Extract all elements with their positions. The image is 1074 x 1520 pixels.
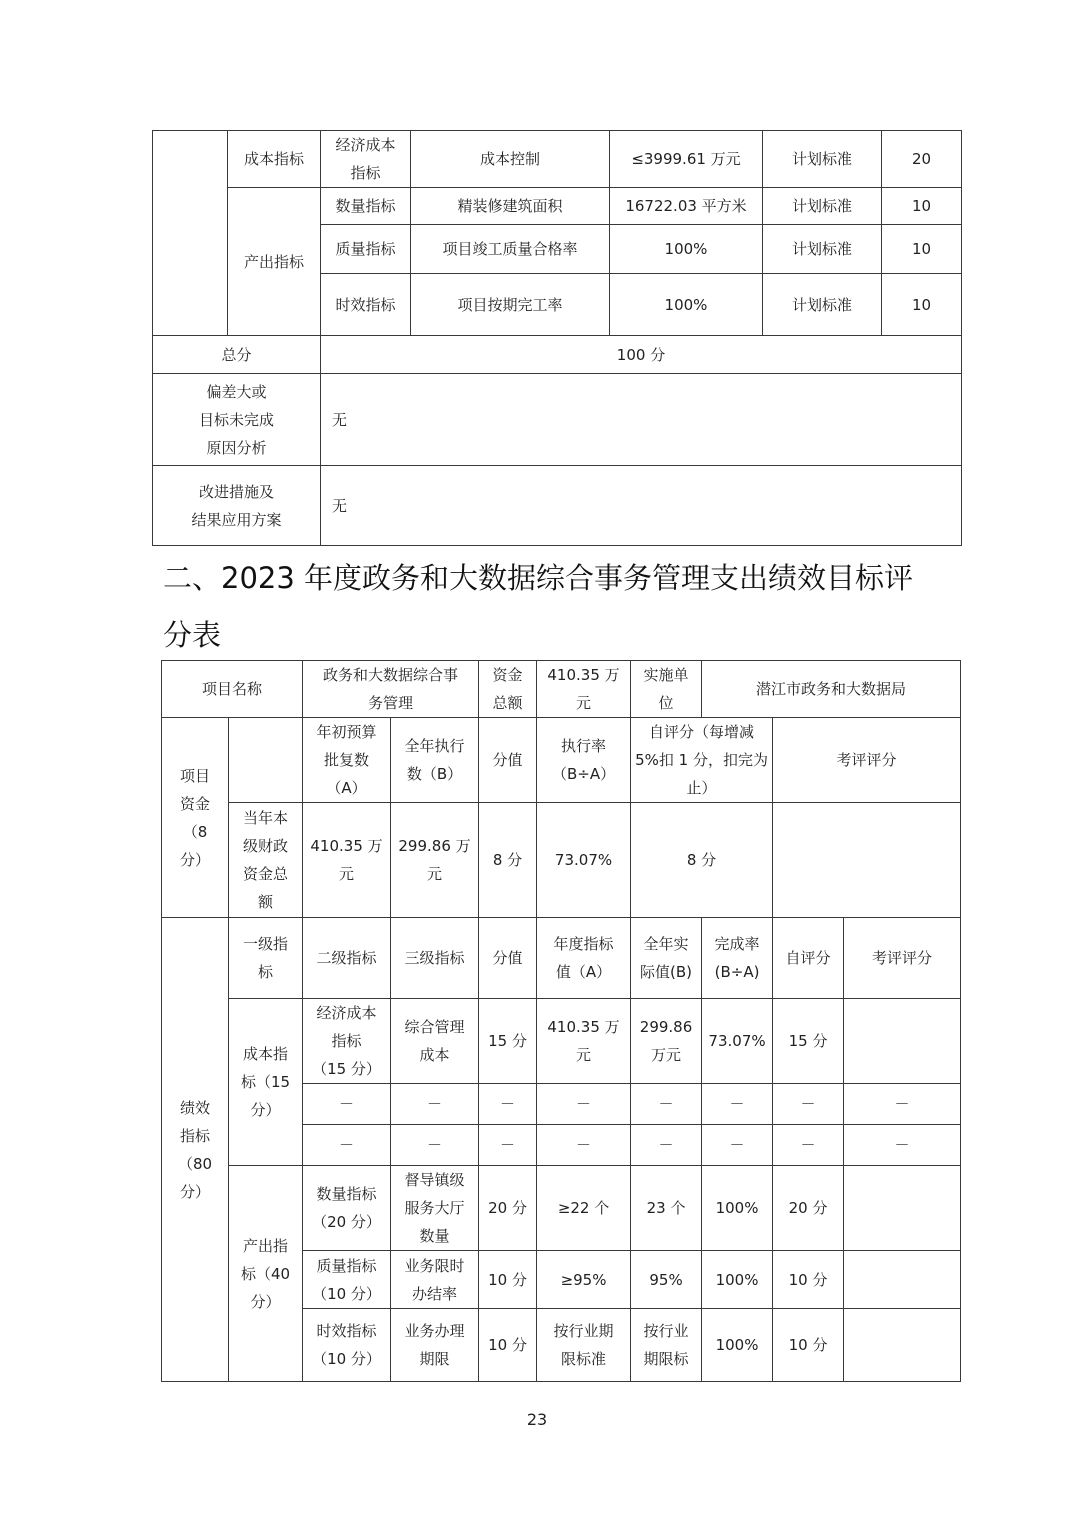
fund-row-label: 当年本 级财政 资金总 额 [229,803,303,918]
weight-cell: 10 [882,274,962,336]
improvement-row [153,466,962,546]
l2-cell: 时效指标 （10 分） [303,1309,391,1382]
fund-self-score: 8 分 [631,803,773,918]
review-cell [844,999,961,1084]
score-cell: 10 分 [479,1251,537,1309]
score-cell: 20 分 [479,1166,537,1251]
total-row [153,336,962,374]
table-row [153,131,962,188]
dash-cell: － [631,1084,702,1125]
header-rate: 执行率 （B÷A） [537,718,631,803]
actual-cell: 95% [631,1251,702,1309]
target-cell: ≥95% [537,1251,631,1309]
cost-l1-label: 成本指 标（15 分） [229,999,303,1166]
perf-section-label: 绩效 指标 （80 分） [162,918,229,1382]
total-label: 总分 [153,336,321,374]
l3-cell: 督导镇级 服务大厅 数量 [391,1166,479,1251]
dash-cell: － [773,1084,844,1125]
l3-cell: 时效指标 [321,274,411,336]
section-heading-cont: 分表 [163,618,222,652]
value-cell: ≤3999.61 万元 [610,131,763,188]
header-review: 考评评分 [844,918,961,999]
header-l2: 二级指标 [303,918,391,999]
dash-cell: － [391,1084,479,1125]
weight-cell: 10 [882,225,962,274]
value-cell: 16722.03 平方米 [610,188,763,225]
blank-cell [153,131,228,336]
fund-total: 410.35 万 元 [537,661,631,718]
standard-cell: 计划标准 [763,131,882,188]
unit-name: 潜江市政务和大数据局 [702,661,961,718]
rate-cell: 100% [702,1309,773,1382]
l2-cell: 经济成本 指标 （15 分） [303,999,391,1084]
rate-cell: 73.07% [702,999,773,1084]
header-score: 分值 [479,918,537,999]
header-executed: 全年执行 数（B） [391,718,479,803]
header-rate: 完成率 (B÷A) [702,918,773,999]
dash-cell: － [391,1125,479,1166]
header-target: 年度指标 值（A） [537,918,631,999]
value-cell: 100% [610,225,763,274]
table-row [153,188,962,225]
standard-cell: 计划标准 [763,225,882,274]
fund-score: 8 分 [479,803,537,918]
l3-cell: 数量指标 [321,188,411,225]
performance-table-continued [152,130,962,546]
fund-total-label: 资金 总额 [479,661,537,718]
section-heading: 二、2023 年度政务和大数据综合事务管理支出绩效目标评 [163,561,914,595]
fund-executed: 299.86 万 元 [391,803,479,918]
header-actual: 全年实 际值(B) [631,918,702,999]
target-cell: 410.35 万 元 [537,999,631,1084]
blank-cell [229,718,303,803]
review-cell [844,1166,961,1251]
value-cell: 100% [610,274,763,336]
rate-cell: 100% [702,1251,773,1309]
indicator-cell: 成本控制 [411,131,610,188]
score-cell: 10 分 [479,1309,537,1382]
dash-cell: － [303,1084,391,1125]
indicator-cell: 项目竣工质量合格率 [411,225,610,274]
fund-row [162,803,961,918]
dash-cell: － [773,1125,844,1166]
target-cell: 按行业期 限标准 [537,1309,631,1382]
fund-approved: 410.35 万 元 [303,803,391,918]
target-cell: ≥22 个 [537,1166,631,1251]
project-info-row [162,661,961,718]
project-name: 政务和大数据综合事 务管理 [303,661,479,718]
self-cell: 10 分 [773,1309,844,1382]
self-cell: 15 分 [773,999,844,1084]
fund-header-row [162,718,961,803]
dash-cell: － [303,1125,391,1166]
dash-cell: － [537,1125,631,1166]
dash-cell: － [537,1084,631,1125]
indicator-cell: 精装修建筑面积 [411,188,610,225]
score-cell: 15 分 [479,999,537,1084]
l2-output-cell: 产出指标 [228,188,321,336]
output-l1-label: 产出指 标（40 分） [229,1166,303,1382]
header-score: 分值 [479,718,537,803]
header-review-score: 考评评分 [773,718,961,803]
header-self: 自评分 [773,918,844,999]
total-value: 100 分 [321,336,962,374]
dash-cell: － [702,1084,773,1125]
standard-cell: 计划标准 [763,274,882,336]
weight-cell: 10 [882,188,962,225]
dash-cell: － [702,1125,773,1166]
deviation-label: 偏差大或 目标未完成 原因分析 [153,374,321,466]
dash-cell: － [844,1084,961,1125]
header-l1: 一级指 标 [229,918,303,999]
l2-cell: 数量指标 （20 分） [303,1166,391,1251]
deviation-value: 无 [321,374,962,466]
dash-cell: － [479,1084,537,1125]
improvement-value: 无 [321,466,962,546]
l2-cost-cell: 成本指标 [228,131,321,188]
weight-cell: 20 [882,131,962,188]
unit-label: 实施单 位 [631,661,702,718]
review-cell [844,1309,961,1382]
l3-cell: 质量指标 [321,225,411,274]
dash-cell: － [479,1125,537,1166]
header-self-score: 自评分（每增减 5%扣 1 分，扣完为 止） [631,718,773,803]
perf-header-row [162,918,961,999]
l3-cell: 业务办理 期限 [391,1309,479,1382]
dash-cell: － [631,1125,702,1166]
fund-review-score [773,803,961,918]
fund-rate: 73.07% [537,803,631,918]
table-row [162,1166,961,1251]
deviation-row [153,374,962,466]
improvement-label: 改进措施及 结果应用方案 [153,466,321,546]
self-cell: 10 分 [773,1251,844,1309]
l3-cell: 业务限时 办结率 [391,1251,479,1309]
indicator-cell: 项目按期完工率 [411,274,610,336]
l2-cell: 质量指标 （10 分） [303,1251,391,1309]
fund-section-label: 项目 资金 （8 分） [162,718,229,918]
l3-cell: 综合管理 成本 [391,999,479,1084]
table-row [162,999,961,1084]
dash-cell: － [844,1125,961,1166]
page-number: 23 [526,1410,548,1429]
header-l3: 三级指标 [391,918,479,999]
header-approved: 年初预算 批复数 （A） [303,718,391,803]
l3-cell: 经济成本 指标 [321,131,411,188]
actual-cell: 按行业 期限标 [631,1309,702,1382]
standard-cell: 计划标准 [763,188,882,225]
rate-cell: 100% [702,1166,773,1251]
actual-cell: 23 个 [631,1166,702,1251]
evaluation-score-table [161,660,961,1382]
actual-cell: 299.86 万元 [631,999,702,1084]
self-cell: 20 分 [773,1166,844,1251]
review-cell [844,1251,961,1309]
project-name-label: 项目名称 [162,661,303,718]
